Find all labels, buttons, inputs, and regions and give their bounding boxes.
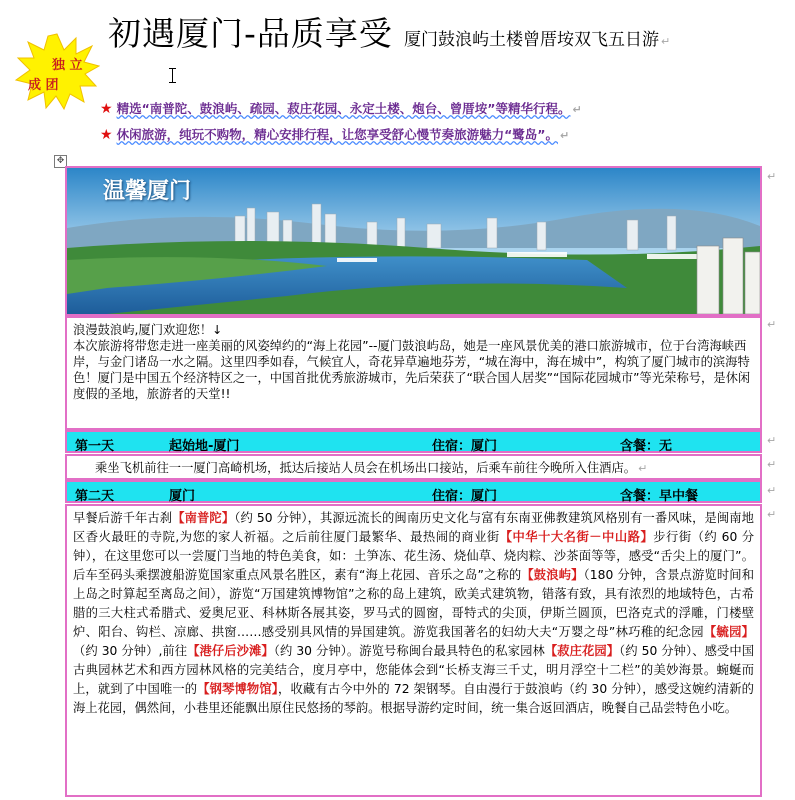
document-subtitle: 厦门鼓浪屿土楼曾厝垵双飞五日游: [404, 30, 660, 50]
day2-text: 早餐后游千年古刹: [73, 511, 173, 525]
banner-image: [65, 166, 762, 316]
badge-line1: 独 立: [52, 58, 83, 73]
paragraph-mark-icon: ↵: [572, 103, 582, 116]
intro-text: 本次旅游将带您走进一座美丽的风姿绰约的“海上花园”--厦门鼓浪屿岛，她是一座风景优美的港口旅游城市，位于台湾海峡西岸，与金门诸岛一水之隔。这里四季如春，气候宜人，奇花异草遍地芬芳，“城在海中，海在城中”，构筑了厦门城市的滨海特色！厦门是中国五个经济特区之一，中国首批优秀旅游城市，先后荣获了“联合国人居奖”“国际花园城市”等光荣称号，是休闲度假的圣地，旅游者的天堂!!: [73, 339, 751, 401]
day2-text: （约 50 分钟）、感受中国古典园林艺术和西方园林风格的完美结合，度月亭中，您能体会到“长桥支海三千丈，明月浮空十二栏”的美妙海景。蜿蜒而上，就到了中国唯一的: [73, 644, 754, 696]
document-title: 初遇厦门-品质享受: [108, 14, 393, 53]
intro-section: [65, 316, 762, 430]
day2-text: （180 分钟，含景点游览时间和上岛之时算起至离岛之间），游览“万国建筑博物馆”之称的岛上建筑，欧美式建筑物，错落有致，具有浓烈的地域特色，古希腊的三大柱式希腊式、爱奥尼亚、科林斯各展其姿，罗马式的圆窗，哥特式的尖顶，伊斯兰圆顶，巴洛克式的浮雕，门楼壁炉、阳台、钩栏、凉廊、拱窗……感受别具风情的异国建筑。游览我国著名的妇幼大夫“万婴之母”林巧稚的纪念园: [73, 568, 754, 639]
paragraph-mark-icon: ↵: [560, 129, 570, 142]
attraction-name: 【钢琴博物馆】: [197, 682, 279, 696]
day1-meals: 含餐：无: [620, 439, 673, 454]
day1-stay: 住宿：厦门: [432, 439, 498, 454]
paragraph-mark-icon: ↵: [767, 458, 777, 471]
attraction-name: 【毓园】: [703, 625, 754, 639]
feature-text-1: 精选“南普陀、鼓浪屿、疏园、菽庄花园、永定土楼、炮台、曾厝垵”等精华行程。: [116, 101, 571, 116]
paragraph-mark-icon: ↵: [767, 170, 777, 183]
intro-greeting: 浪漫鼓浪屿,厦门欢迎您！↓: [73, 323, 223, 337]
red-star-icon: ★: [100, 127, 113, 143]
badge-text: [28, 56, 83, 96]
day2-text: （约 30 分钟）。游览号称闽台最具特色的私家园林: [273, 644, 545, 658]
day2-meals: 含餐：早中餐: [620, 489, 699, 504]
day2-header: [65, 480, 762, 503]
attraction-name: 【菽庄花园】: [544, 644, 620, 658]
attraction-name: 【南普陀】: [172, 511, 235, 525]
day1-label: 第一天: [75, 439, 115, 454]
feature-item-1: [100, 99, 582, 117]
paragraph-mark-icon: ↵: [661, 35, 671, 48]
day2-text: ，收藏有古今中外的 72 架钢琴。自由漫行于鼓浪屿（约 30 分钟），感受这婉约清新的海上花园，偶然间，小巷里还能飘出原住民悠扬的琴韵。根据导游约定时间，统一集合返回酒店，晚餐自己品尝特色小吃。: [73, 682, 754, 715]
day2-route: 厦门: [169, 489, 196, 504]
badge-line2: 成 团: [28, 78, 59, 93]
attraction-name: 【鼓浪屿】: [521, 568, 584, 582]
document-title-row: [108, 8, 670, 55]
day1-header: [65, 430, 762, 453]
paragraph-mark-icon: ↵: [638, 462, 648, 475]
attraction-name: 【中华十大名街－中山路】: [499, 530, 654, 544]
day1-desc-text: 乘坐飞机前往一一厦门高崎机场，抵达后接站人员会在机场出口接站，后乘车前往今晚所入住酒店。: [95, 461, 637, 475]
paragraph-mark-icon: ↵: [767, 318, 777, 331]
attraction-name: 【港仔后沙滩】: [187, 644, 274, 658]
feature-text-2: 休闲旅游，纯玩不购物，精心安排行程，让您享受舒心慢节奏旅游魅力“鹭岛”。: [116, 127, 558, 142]
day2-label: 第二天: [75, 489, 115, 504]
day2-text: （约 50 分钟），其源远流长的闽南历史文化与富有东南亚佛教建筑风格别有一番风味，是闽南地区香火最旺的寺院,为您的家人祈福。之后前往厦门最繁华、最热闹的商业街: [73, 511, 754, 544]
paragraph-mark-icon: ↵: [767, 508, 777, 521]
day1-route: 起始地-厦门: [169, 439, 240, 454]
red-star-icon: ★: [100, 101, 113, 117]
day2-stay: 住宿：厦门: [432, 489, 498, 504]
table-move-handle-icon[interactable]: ✥: [54, 155, 67, 168]
day2-text: 步行街（约 60 分钟），在这里您可以一尝厦门当地的特色美食，如：土笋冻、花生汤、烧仙草、烧肉粽、沙茶面等等，感受“舌尖上的厦门”。后车至码头乘摆渡船游览国家重点风景名胜区，素有“海上花园、音乐之岛”之称的: [73, 530, 754, 582]
text-cursor: [172, 68, 173, 83]
banner-caption: 温馨厦门: [103, 179, 192, 204]
day2-text: （约 30 分钟）,前往: [73, 644, 188, 658]
paragraph-mark-icon: ↵: [767, 434, 777, 447]
feature-item-2: [100, 125, 569, 143]
day1-description: [65, 454, 762, 480]
day2-description: [65, 504, 762, 797]
paragraph-mark-icon: ↵: [767, 484, 777, 497]
